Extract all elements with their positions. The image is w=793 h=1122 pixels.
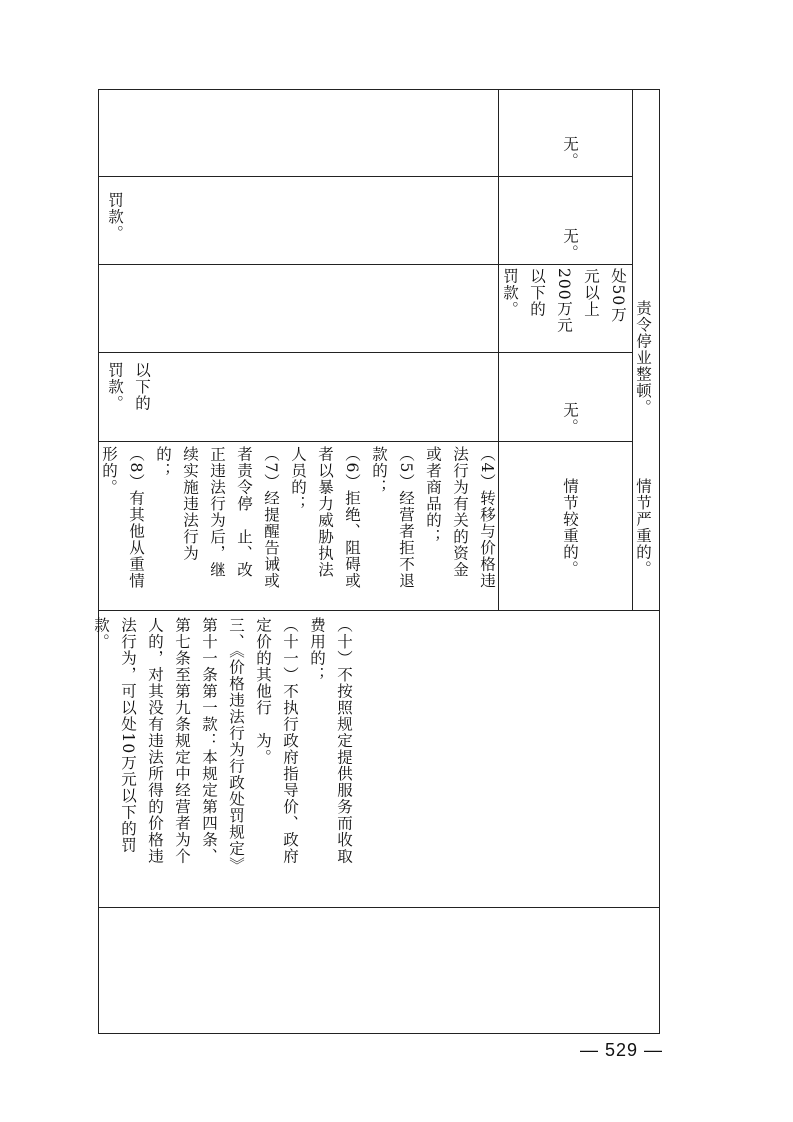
legal-text-article-block: （十）不按照规定提供服务而收取 费用的； （十一）不执行政府指导价、政府 定价的其他行 为。 三、《价格违法行为行政处罚规定》 第十一条第一款：本规定第四条、 第七条至第九条规定中经营者为个 人的，对其没有违法所得的价格违 法行为，可以处10万元以下的罚 款。 — [92, 617, 353, 874]
row-divider-5 — [98, 610, 660, 611]
page-number: — 529 — — [580, 1040, 664, 1060]
table-border-top — [98, 89, 660, 90]
row-divider-6 — [98, 907, 660, 908]
fine-text: 罚款。 — [106, 192, 124, 242]
value-none-c: 无。 — [561, 228, 579, 261]
aggravating-circumstances-list: （4）转移与价格违 法行为有关的资金 或者商品的； （5）经营者拒不退 款的； （6）拒绝、阻碍或 者以暴力威胁执法 人员的； （7）经提醒告诫或 者责令停 止、改 正违法行为后，继 续实施违法行为 的； （8）有其他从重情 形的。 — [100, 446, 496, 589]
order-suspend-business: 责令停业整顿。 — [634, 300, 652, 416]
fine-range-500k-2m: 处50万 元以上 200万元 以下的 罚款。 — [501, 268, 627, 334]
value-none-d: 无。 — [561, 136, 579, 169]
row-divider-2 — [98, 264, 633, 265]
table-border-bottom — [98, 1033, 660, 1034]
row-divider-4 — [98, 441, 633, 442]
value-none-a: 无。 — [561, 402, 579, 435]
table-border-right — [659, 89, 660, 1034]
condition-serious: 情节严重的。 — [634, 478, 652, 577]
row-divider-3 — [98, 352, 633, 353]
condition-more-serious: 情节较重的。 — [561, 478, 579, 577]
row-divider-1 — [98, 176, 633, 177]
fine-text-below: 以下的 罚款。 — [106, 362, 151, 412]
